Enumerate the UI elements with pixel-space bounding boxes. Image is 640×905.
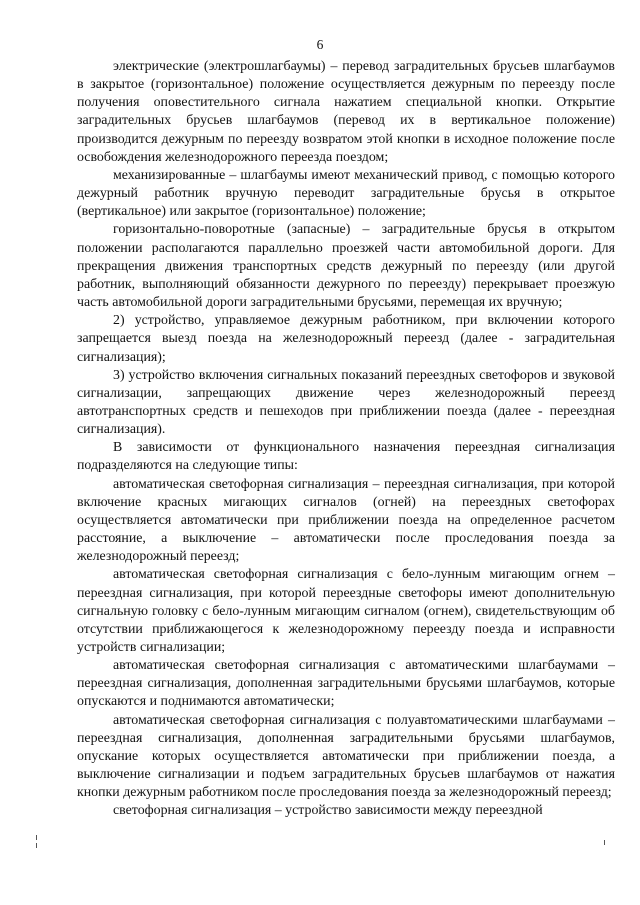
paragraph-light-signaling: светофорная сигнализация – устройство зависимости между переездной <box>113 803 543 819</box>
scan-artifact <box>36 843 37 848</box>
scan-artifact <box>36 835 37 840</box>
paragraph-barrier-signaling: 2) устройство, управляемое дежурным работником, при включении которого запрещается выезд поезда на железнодорожный переезд (далее - заградительная сигнализация); <box>77 313 615 365</box>
paragraph-white-lunar-signaling: автоматическая светофорная сигнализация с бело-лунным мигающим огнем – переездная сигнализация, при которой переездные светофоры имеют дополнительную сигнальную головку с бело-лунным мигающим сигналом (огнем), свидетельствующим об отсутствии приближающегося к железнодорожному переезду поезда и исправности устройств сигнализации; <box>77 567 615 655</box>
paragraph-horizontal-rotary-barriers: горизонтально-поворотные (запасные) – заградительные брусья в открытом положении располагаются параллельно проезжей части автомобильной дороги. Для прекращения движения транспортных средств дежурный по переезду (или другой работник, выполняющий обязанности дежурного по переезду) перекрывает проезжую часть автомобильной дороги заградительными брусьями, перемещая их вручную; <box>77 222 615 311</box>
scan-artifact <box>604 840 605 845</box>
paragraph-automatic-barriers-signaling: автоматическая светофорная сигнализация с автоматическими шлагбаумами – переездная сигнализация, дополненная заградительными брусьями шлагбаумов, которые опускаются и поднимаются автоматически; <box>77 658 615 710</box>
page-number: 6 <box>316 37 324 52</box>
paragraph-mechanized-barriers: механизированные – шлагбаумы имеют механический привод, с помощью которого дежурный работник вручную переводит заградительные брусья в открытое (вертикальное) или закрытое (горизонтальное) положение; <box>77 167 615 220</box>
paragraph-crossing-signaling: 3) устройство включения сигнальных показаний переездных светофоров и звуковой сигнализации, запрещающих движение через железнодорожный переезд автотранспортных средств и пешеходов при приближении поезда (далее - переездная сигнализация). <box>77 367 615 438</box>
paragraph-electric-barriers: электрические (электрошлагбаумы) – перевод заградительных брусьев шлагбаумов в закрытое (горизонтальное) положение осуществляется дежурным по переезду после получения оповестительного сигнала нажатием специальной кнопки. Открытие заградительных брусьев шлагбаумов (перевод их в вертикальное положение) производится дежурным по переезду возвратом этой кнопки в исходное положение после освобождения железнодорожного переезда поездом; <box>77 59 615 165</box>
paragraph-semiautomatic-barriers-signaling: автоматическая светофорная сигнализация с полуавтоматическими шлагбаумами – переездная сигнализация, дополненная заградительными брусьями шлагбаумов, опускание которых осуществляется автоматически при приближении поезда, а выключение сигнализации и подъем заградительных брусьев шлагбаумов от нажатия кнопки дежурным работником после проследования поезда за железнодорожный переезд; <box>77 712 615 801</box>
paragraph-automatic-light-signaling: автоматическая светофорная сигнализация – переездная сигнализация, при которой включение красных мигающих сигналов (огней) на переездных светофорах осуществляется автоматически при приближении поезда на определенное расчетом расстояние, а выключение – автоматически после проследования поезда за железнодорожный переезд; <box>77 476 615 565</box>
paragraph-signaling-types-intro: В зависимости от функционального назначения переездная сигнализация подразделяются на следующие типы: <box>77 440 615 474</box>
body-text <box>77 58 615 821</box>
